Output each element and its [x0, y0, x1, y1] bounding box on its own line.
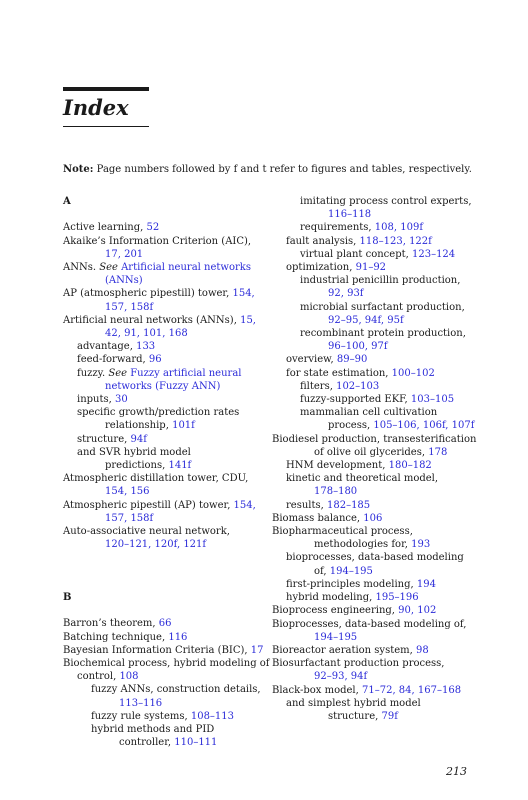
index-entry-continuation: predictions, 141f	[105, 460, 192, 472]
page-link[interactable]: 113–116	[119, 697, 163, 709]
index-entry-continuation	[272, 485, 472, 498]
index-entry-continuation	[63, 512, 263, 525]
index-entry-continuation	[63, 485, 263, 498]
index-entry: Biochemical process, hybrid modeling of	[63, 658, 270, 670]
see-reference: See	[108, 367, 128, 379]
page-link[interactable]: 154, 156	[105, 486, 150, 498]
section-letter-b: B	[63, 592, 72, 604]
index-subentry: fault analysis, 118–123, 122f	[286, 235, 432, 247]
index-subentry: filters, 102–103	[300, 380, 380, 392]
index-entry: Barron’s theorem, 66	[63, 618, 172, 630]
section-letter-a: A	[63, 196, 71, 207]
page-link[interactable]: 92, 93f	[328, 288, 364, 300]
index-entry: AP (atmospheric pipestill) tower, 154,	[63, 288, 255, 300]
index-entry-continuation: control, 108	[77, 671, 139, 683]
page-link[interactable]: 52	[146, 222, 160, 234]
page-link[interactable]: 42, 91, 101, 168	[105, 328, 188, 340]
cross-reference-link[interactable]: (ANNs)	[105, 275, 143, 287]
title-bottom-rule	[63, 126, 149, 127]
index-entry-continuation	[63, 248, 263, 261]
index-entry: Auto-associative neural network,	[63, 526, 230, 538]
index-subentry: requirements, 108, 109f	[300, 222, 424, 234]
index-subentry: recombinant protein production,	[300, 328, 466, 340]
page-link[interactable]: 108–113	[190, 710, 235, 722]
page-link[interactable]: 108	[119, 671, 139, 683]
index-subentry: hybrid methods and PID	[91, 724, 215, 736]
index-entry: Black-box model, 71–72, 84, 167–168	[272, 684, 462, 696]
index-entry-continuation	[63, 327, 263, 340]
page-link[interactable]: 98	[416, 644, 429, 656]
page-link[interactable]: 103–105	[410, 394, 455, 406]
index-entry-continuation	[272, 340, 472, 353]
page-link[interactable]: 66	[158, 618, 172, 630]
index-subentry: fuzzy ANNs, construction details,	[91, 684, 261, 696]
index-subentry: fuzzy-supported EKF, 103–105	[300, 394, 455, 406]
page-link[interactable]: 195–196	[375, 592, 419, 604]
index-entry: Artificial neural networks (ANNs), 15,	[63, 314, 256, 326]
index-subentry: for state estimation, 100–102	[286, 367, 435, 379]
page-link[interactable]: 118–123, 122f	[359, 235, 432, 247]
index-subentry: and SVR hybrid model	[77, 446, 191, 458]
page-link[interactable]: 101f	[172, 420, 195, 432]
index-entry: Bioprocesses, data-based modeling of,	[272, 618, 467, 630]
index-subentry: results, 182–185	[286, 499, 371, 511]
index-entry-continuation: methodologies for, 193	[314, 539, 431, 551]
page-link[interactable]: 108, 109f	[374, 222, 424, 234]
cross-reference-link[interactable]: Artificial neural networks	[117, 262, 251, 273]
index-entry-continuation	[272, 631, 472, 644]
page-title: Index	[63, 95, 129, 120]
page-link[interactable]: 178–180	[314, 486, 358, 498]
page-link[interactable]: 116	[168, 631, 188, 643]
index-entry: Bioprocess engineering, 90, 102	[272, 605, 437, 617]
page-link[interactable]: 100–102	[391, 367, 435, 379]
page-link[interactable]: 91–92	[355, 262, 387, 274]
index-entry-continuation	[63, 538, 263, 551]
index-entry-continuation: of olive oil glycerides, 178	[314, 446, 448, 458]
index-subentry: imitating process control experts,	[300, 196, 472, 207]
index-subentry: microbial surfactant production,	[300, 301, 465, 313]
index-entry: Atmospheric distillation tower, CDU,	[63, 473, 249, 485]
index-subentry: optimization, 91–92	[286, 262, 387, 274]
page-link[interactable]: 89–90	[336, 354, 368, 366]
page-link[interactable]: 17, 201	[105, 248, 144, 260]
page-link[interactable]: 194–195	[314, 631, 358, 643]
page-link[interactable]: 110–111	[174, 737, 218, 749]
index-entry-continuation	[272, 208, 472, 221]
page-link[interactable]: 182–185	[326, 499, 371, 511]
index-subentry: fuzzy. See Fuzzy artificial neural	[77, 367, 242, 379]
note-text: Page numbers followed by f and t refer to figures and tables, respectively.	[93, 164, 472, 175]
index-column-right	[272, 195, 477, 723]
page-link[interactable]: 79f	[381, 710, 398, 722]
page-link[interactable]: 180–182	[388, 460, 432, 472]
index-entry-continuation	[272, 287, 472, 300]
page-link[interactable]: 120–121, 120f, 121f	[105, 539, 207, 551]
page-link[interactable]: 105–106, 106f, 107f	[373, 420, 475, 432]
index-entry-continuation	[63, 301, 263, 314]
page-link[interactable]: 102–103	[336, 380, 380, 392]
index-subentry: fuzzy rule systems, 108–113	[91, 710, 235, 722]
page-link[interactable]: 92–93, 94f	[314, 671, 368, 683]
index-entry: Biomass balance, 106	[272, 512, 383, 524]
page-link[interactable]: 133	[136, 341, 156, 353]
index-subentry: HNM development, 180–182	[286, 460, 432, 472]
cross-reference-link[interactable]: networks (Fuzzy ANN)	[105, 380, 221, 392]
index-subentry: mammalian cell cultivation	[300, 407, 438, 419]
index-entry: Batching technique, 116	[63, 631, 188, 643]
page-link[interactable]: 116–118	[328, 209, 372, 221]
page-link[interactable]: 17	[250, 644, 264, 656]
page-link[interactable]: 194–195	[329, 565, 373, 577]
index-subentry: first-principles modeling, 194	[286, 578, 436, 590]
index-subentry: hybrid modeling, 195–196	[286, 592, 419, 604]
page-link[interactable]: 123–124	[411, 248, 456, 260]
index-entry: Biopharmaceutical process,	[272, 526, 413, 538]
index-entry: Bayesian Information Criteria (BIC), 17	[63, 644, 264, 656]
index-entry: Akaike’s Information Criterion (AIC),	[63, 235, 252, 247]
index-subentry: and simplest hybrid model	[286, 697, 421, 709]
index-entry-continuation: relationship, 101f	[105, 420, 195, 432]
index-subentry: feed-forward, 96	[77, 354, 162, 366]
page-link[interactable]: 193	[411, 539, 431, 551]
index-subentry: specific growth/prediction rates	[77, 407, 240, 419]
index-entry-continuation: controller, 110–111	[119, 737, 218, 749]
index-entry: Biosurfactant production process,	[272, 658, 445, 670]
page-link[interactable]: 157, 158f	[105, 512, 154, 524]
page-link[interactable]: 30	[115, 394, 128, 406]
index-subentry: structure, 94f	[77, 433, 147, 445]
index-note	[63, 163, 472, 176]
page-link[interactable]: 15,	[240, 314, 256, 326]
index-entry: Active learning, 52	[63, 222, 160, 234]
see-reference: See	[99, 262, 118, 273]
index-entry: Bioreactor aeration system, 98	[272, 644, 429, 656]
note-label: Note:	[63, 164, 94, 175]
page-link[interactable]: 106	[363, 512, 383, 524]
page-number: 213	[446, 765, 467, 778]
index-subentry: bioprocesses, data-based modeling	[286, 552, 464, 564]
index-subentry: inputs, 30	[77, 394, 128, 406]
index-subentry: virtual plant concept, 123–124	[300, 248, 456, 260]
index-entry: ANNs. See Artificial neural networks	[63, 262, 251, 273]
index-entry-continuation: of, 194–195	[314, 565, 373, 577]
index-subentry: overview, 89–90	[286, 354, 368, 366]
index-entry-continuation	[272, 314, 472, 327]
index-entry-continuation: process, 105–106, 106f, 107f	[328, 420, 475, 432]
title-top-rule	[63, 87, 149, 91]
page-link[interactable]: 71–72, 84, 167–168	[362, 684, 462, 696]
index-entry-continuation	[63, 380, 263, 393]
index-subentry: kinetic and theoretical model,	[286, 473, 439, 485]
page-link[interactable]: 90, 102	[398, 605, 437, 617]
index-entry-continuation: structure, 79f	[328, 710, 398, 722]
page-link[interactable]: 92–95, 94f, 95f	[328, 314, 404, 326]
index-subentry: advantage, 133	[77, 341, 156, 353]
index-entry: Atmospheric pipestill (AP) tower, 154,	[63, 499, 256, 511]
page-link[interactable]: 154,	[232, 288, 255, 300]
index-subentry: industrial penicillin production,	[300, 275, 461, 287]
index-entry: Biodiesel production, transesterification	[272, 433, 477, 445]
page-link[interactable]: 141f	[168, 460, 192, 472]
cross-reference-link[interactable]: Fuzzy artificial neural	[127, 367, 242, 379]
index-entry-continuation	[272, 670, 472, 683]
page-link[interactable]: 96	[148, 354, 162, 366]
page-link[interactable]: 157, 158f	[105, 301, 154, 313]
page-link[interactable]: 178	[428, 446, 448, 458]
index-entry-continuation	[63, 274, 263, 287]
index-entry-continuation	[63, 697, 263, 710]
page-link[interactable]: 194	[416, 578, 436, 590]
page-link[interactable]: 94f	[130, 433, 147, 445]
page-link[interactable]: 96–100, 97f	[328, 341, 388, 353]
index-column-left	[63, 195, 270, 749]
page-link[interactable]: 154,	[233, 499, 256, 511]
